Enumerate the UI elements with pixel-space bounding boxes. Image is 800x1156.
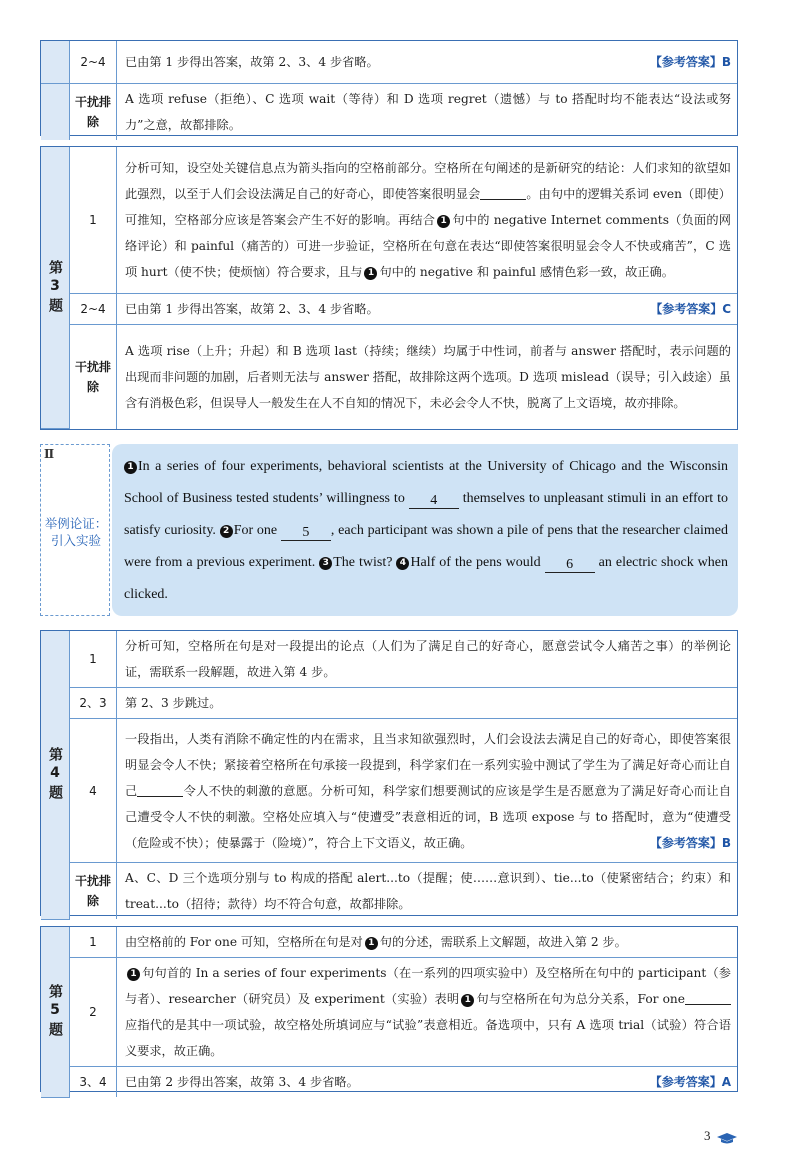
answer-blank <box>137 782 183 797</box>
distractor-text: A 选项 refuse（拒绝）、C 选项 wait（等待）和 D 选项 regret（遗憾）与 to 搭配时均不能表达“设法或努力”之意，故都排除。 <box>117 83 738 140</box>
distractor-label: 干扰排除 <box>70 83 117 140</box>
answer-blank <box>480 185 526 200</box>
step-label: 1 <box>70 631 117 688</box>
sentence-number-icon: 1 <box>127 968 140 981</box>
question-2-tail-table <box>40 40 738 136</box>
table-side-strip <box>41 41 70 83</box>
page-number: 3 <box>704 1128 711 1143</box>
distractor-label: 干扰排除 <box>70 324 117 429</box>
step-text: 第 2、3 步跳过。 <box>117 688 738 719</box>
step-text: 1 句句首的 In a series of four experiments（在一系列的四项实验中）及空格所在句中的 participant（参与者）、researcher（研究员）及 experiment（实验）表明 1 句与空格所在句为总分关系，For one应指代的是其中一项试验，故空格处所填词应与“试验”表意相近。备选项中，只有 A 选项 trial（试验）符合语义要求，故正确。 <box>117 958 738 1067</box>
step-text: 分析可知，设空处关键信息点为箭头指向的空格前部分。空格所在句阐述的是新研究的结论：人们求知的欲望如此强烈，以至于人们会设法满足自己的好奇心，即使答案很明显会 。由句中的逻辑关系词 even（即使）可推知，空格部分应该是答案会产生不好的影响。再结合 1 句中的 negative Internet comments（负面的网络评论）和 painful（痛苦的）可进一步验证，空格所在句意在表达“即使答案很明显会令人不快或痛苦”，C 选项 hurt（使不快；使烦恼）符合要求，且与 1 句中的 negative 和 painful 感情色彩一致，故正确。 <box>117 147 738 293</box>
step-label: 1 <box>70 927 117 958</box>
step-label: 4 <box>70 719 117 863</box>
question-5-table <box>40 926 738 1092</box>
passage-text: 1 In a series of four experiments, behavioral scientists at the University of Chicago and the Wisconsin School of Business tested students’ willingness to 4 themselves to unpleasant stimuli in an effort to satisfy curiosity. 2 For one 5 , each participant was shown a pile of pens that the researcher claimed were from a previous experiment. 3 The twist? 4 Half of the pens would 6 an electric shock when clicked. <box>124 459 728 602</box>
step-label: 2 <box>70 958 117 1067</box>
step-text: 已由第 1 步得出答案，故第 2、3、4 步省略。 【参考答案】B <box>117 41 738 83</box>
step-label: 2、3 <box>70 688 117 719</box>
step-text: 由空格前的 For one 可知，空格所在句是对 1 句的分述，需联系上文解题，故进入第 2 步。 <box>117 927 738 958</box>
sentence-number-icon: 1 <box>365 937 378 950</box>
distractor-label: 干扰排除 <box>70 863 117 920</box>
blank-5: 5 <box>281 526 331 541</box>
question-label: 第3题 <box>47 259 63 316</box>
sentence-number-icon: 1 <box>124 461 137 474</box>
graduation-cap-icon <box>716 1132 738 1144</box>
answer-label: 【参考答案】A <box>649 1075 731 1089</box>
question-3-table <box>40 146 738 430</box>
distractor-text: A、C、D 三个选项分别与 to 构成的搭配 alert...to（提醒；使……意识到）、tie...to（使紧密结合；约束）和 treat...to（招待；款待）均不符合句意，故都排除。 <box>117 863 738 920</box>
sentence-number-icon: 1 <box>461 994 474 1007</box>
distractor-text: A 选项 rise（上升；升起）和 B 选项 last（持续；继续）均属于中性词，前者与 answer 搭配时，表示问题的出现而非问题的加剧，后者则无法与 answer 搭配，故排除这两个选项。D 选项 mislead（误导；引入歧途）虽含有消极色彩，但误导人一般发生在人不自知的情况下，未必会令人不快，脱离了上文语境，故亦排除。 <box>117 324 738 429</box>
question-label-cell <box>41 631 70 919</box>
step-text: 已由第 1 步得出答案，故第 2、3、4 步省略。 【参考答案】C <box>117 293 738 324</box>
question-4-table <box>40 630 738 916</box>
answer-label: 【参考答案】C <box>650 301 731 316</box>
sentence-number-icon: 4 <box>396 557 409 570</box>
blank-4: 4 <box>409 494 459 509</box>
sentence-number-icon: 1 <box>437 215 450 228</box>
step-text: 已由第 2 步得出答案，故第 3、4 步省略。 【参考答案】A <box>117 1067 738 1098</box>
blank-6: 6 <box>545 558 595 573</box>
passage-label-box <box>40 444 110 616</box>
answer-label: 【参考答案】B <box>649 835 731 850</box>
question-label: 第4题 <box>47 746 63 803</box>
sentence-number-icon: 2 <box>220 525 233 538</box>
passage-section <box>40 444 738 616</box>
step-label: 1 <box>70 147 117 293</box>
passage-function-label: 举例论证： 引入实验 <box>44 516 108 548</box>
sentence-number-icon: 3 <box>319 557 332 570</box>
section-roman-numeral: Ⅱ <box>44 447 55 461</box>
question-label-cell <box>41 147 70 429</box>
passage-text-box <box>112 444 738 616</box>
question-label-cell <box>41 927 70 1097</box>
sentence-number-icon: 1 <box>364 267 377 280</box>
step-text: 分析可知，空格所在句是对一段提出的论点（人们为了满足自己的好奇心，愿意尝试令人痛苦之事）的举例论证，需联系一段解题，故进入第 4 步。 <box>117 631 738 688</box>
question-label: 第5题 <box>47 983 63 1040</box>
table-side-strip <box>41 83 70 140</box>
step-label: 2~4 <box>70 293 117 324</box>
step-text: 一段指出，人类有消除不确定性的内在需求，且当求知欲强烈时，人们会设法去满足自己的好奇心，即使答案很明显会令人不快；紧接着空格所在句承接一段提到，科学家们在一系列实验中测试了学生为了满足好奇心而让自己 令人不快的刺激的意愿。分析可知，科学家们想要测试的应该是学生是否愿意为了满足好奇心而让自己遭受令人不快的刺激。空格处应填入与“使遭受”表意相近的词，B 选项 expose 与 to 搭配时，意为“使遭受（危险或不快）；使暴露于（险境）”，符合上下文语义，故正确。 【参考答案】B <box>117 719 738 863</box>
answer-label: 【参考答案】B <box>649 54 731 69</box>
step-label: 2~4 <box>70 41 117 83</box>
answer-blank <box>685 990 731 1005</box>
step-label: 3、4 <box>70 1067 117 1098</box>
